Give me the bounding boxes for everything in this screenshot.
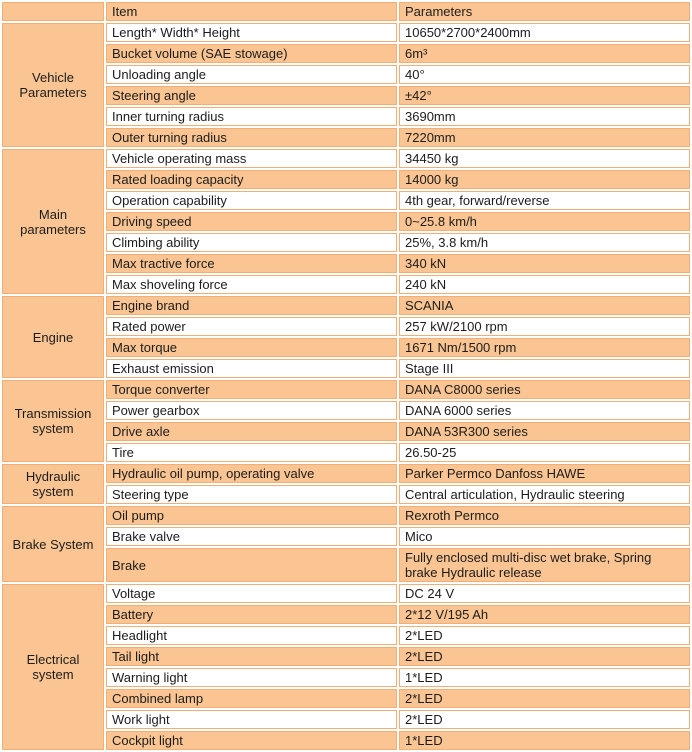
table-row xyxy=(2,548,690,582)
table-row xyxy=(2,254,690,273)
table-row xyxy=(2,584,690,603)
item-cell: Warning light xyxy=(106,668,397,687)
table-row xyxy=(2,422,690,441)
item-cell: Steering angle xyxy=(106,86,397,105)
table-row xyxy=(2,380,690,399)
parameter-cell: 6m³ xyxy=(399,44,690,63)
table-row xyxy=(2,506,690,525)
table-row xyxy=(2,170,690,189)
table-row xyxy=(2,191,690,210)
parameter-cell: ±42° xyxy=(399,86,690,105)
item-cell: Combined lamp xyxy=(106,689,397,708)
parameter-cell: DC 24 V xyxy=(399,584,690,603)
item-cell: Brake valve xyxy=(106,527,397,546)
category-cell: Engine xyxy=(2,296,104,378)
item-cell: Outer turning radius xyxy=(106,128,397,147)
table-row xyxy=(2,359,690,378)
item-cell: Drive axle xyxy=(106,422,397,441)
parameter-cell: 2*LED xyxy=(399,626,690,645)
table-row xyxy=(2,464,690,483)
item-cell: Max tractive force xyxy=(106,254,397,273)
table-row xyxy=(2,443,690,462)
parameter-cell: 7220mm xyxy=(399,128,690,147)
item-cell: Engine brand xyxy=(106,296,397,315)
table-row xyxy=(2,401,690,420)
table-row xyxy=(2,212,690,231)
parameter-cell: 257 kW/2100 rpm xyxy=(399,317,690,336)
column-header-parameters: Parameters xyxy=(399,2,690,21)
item-cell: Vehicle operating mass xyxy=(106,149,397,168)
item-cell: Climbing ability xyxy=(106,233,397,252)
category-cell: Main parameters xyxy=(2,149,104,294)
header-row xyxy=(2,2,690,21)
item-cell: Operation capability xyxy=(106,191,397,210)
item-cell: Max shoveling force xyxy=(106,275,397,294)
parameter-cell: DANA 6000 series xyxy=(399,401,690,420)
parameter-cell: 2*LED xyxy=(399,689,690,708)
table-row xyxy=(2,527,690,546)
parameter-cell: Mico xyxy=(399,527,690,546)
item-cell: Battery xyxy=(106,605,397,624)
item-cell: Hydraulic oil pump, operating valve xyxy=(106,464,397,483)
parameter-cell: 1*LED xyxy=(399,668,690,687)
item-cell: Headlight xyxy=(106,626,397,645)
parameter-cell: Parker Permco Danfoss HAWE xyxy=(399,464,690,483)
parameter-cell: 25%, 3.8 km/h xyxy=(399,233,690,252)
category-cell: Electrical system xyxy=(2,584,104,750)
item-cell: Bucket volume (SAE stowage) xyxy=(106,44,397,63)
parameter-cell: 1671 Nm/1500 rpm xyxy=(399,338,690,357)
parameter-cell: 340 kN xyxy=(399,254,690,273)
item-cell: Oil pump xyxy=(106,506,397,525)
category-cell: Brake System xyxy=(2,506,104,582)
table-row xyxy=(2,44,690,63)
item-cell: Unloading angle xyxy=(106,65,397,84)
table-row xyxy=(2,23,690,42)
item-cell: Driving speed xyxy=(106,212,397,231)
parameter-cell: 2*LED xyxy=(399,710,690,729)
table-row xyxy=(2,710,690,729)
table-row xyxy=(2,86,690,105)
parameter-cell: 3690mm xyxy=(399,107,690,126)
parameter-cell: DANA 53R300 series xyxy=(399,422,690,441)
item-cell: Max torque xyxy=(106,338,397,357)
parameter-cell: SCANIA xyxy=(399,296,690,315)
table-row xyxy=(2,626,690,645)
item-cell: Brake xyxy=(106,548,397,582)
item-cell: Rated loading capacity xyxy=(106,170,397,189)
parameter-cell: Stage III xyxy=(399,359,690,378)
corner-cell xyxy=(2,2,104,21)
item-cell: Tail light xyxy=(106,647,397,666)
table-row xyxy=(2,647,690,666)
item-cell: Cockpit light xyxy=(106,731,397,750)
parameter-cell: Rexroth Permco xyxy=(399,506,690,525)
table-row xyxy=(2,128,690,147)
table-row xyxy=(2,317,690,336)
table-row xyxy=(2,731,690,750)
item-cell: Work light xyxy=(106,710,397,729)
parameter-cell: 0~25.8 km/h xyxy=(399,212,690,231)
parameter-cell: 40° xyxy=(399,65,690,84)
parameter-cell: 26.50-25 xyxy=(399,443,690,462)
parameter-cell: 240 kN xyxy=(399,275,690,294)
category-cell: Hydraulic system xyxy=(2,464,104,504)
parameter-cell: 4th gear, forward/reverse xyxy=(399,191,690,210)
table-row xyxy=(2,296,690,315)
parameter-cell: 14000 kg xyxy=(399,170,690,189)
spec-table-body xyxy=(2,2,690,750)
parameter-cell: Central articulation, Hydraulic steering xyxy=(399,485,690,504)
item-cell: Voltage xyxy=(106,584,397,603)
parameter-cell: DANA C8000 series xyxy=(399,380,690,399)
table-row xyxy=(2,668,690,687)
parameter-cell: 2*12 V/195 Ah xyxy=(399,605,690,624)
table-row xyxy=(2,338,690,357)
table-row xyxy=(2,149,690,168)
column-header-item: Item xyxy=(106,2,397,21)
table-row xyxy=(2,275,690,294)
parameter-cell: 10650*2700*2400mm xyxy=(399,23,690,42)
parameter-cell: Fully enclosed multi-disc wet brake, Spring brake Hydraulic release xyxy=(399,548,690,582)
item-cell: Exhaust emission xyxy=(106,359,397,378)
table-row xyxy=(2,107,690,126)
parameter-cell: 1*LED xyxy=(399,731,690,750)
item-cell: Power gearbox xyxy=(106,401,397,420)
item-cell: Torque converter xyxy=(106,380,397,399)
table-row xyxy=(2,485,690,504)
parameter-cell: 2*LED xyxy=(399,647,690,666)
item-cell: Inner turning radius xyxy=(106,107,397,126)
category-cell: Transmission system xyxy=(2,380,104,462)
item-cell: Length* Width* Height xyxy=(106,23,397,42)
category-cell: Vehicle Parameters xyxy=(2,23,104,147)
table-row xyxy=(2,233,690,252)
parameter-cell: 34450 kg xyxy=(399,149,690,168)
item-cell: Tire xyxy=(106,443,397,462)
table-row xyxy=(2,65,690,84)
item-cell: Steering type xyxy=(106,485,397,504)
table-row xyxy=(2,689,690,708)
item-cell: Rated power xyxy=(106,317,397,336)
table-row xyxy=(2,605,690,624)
